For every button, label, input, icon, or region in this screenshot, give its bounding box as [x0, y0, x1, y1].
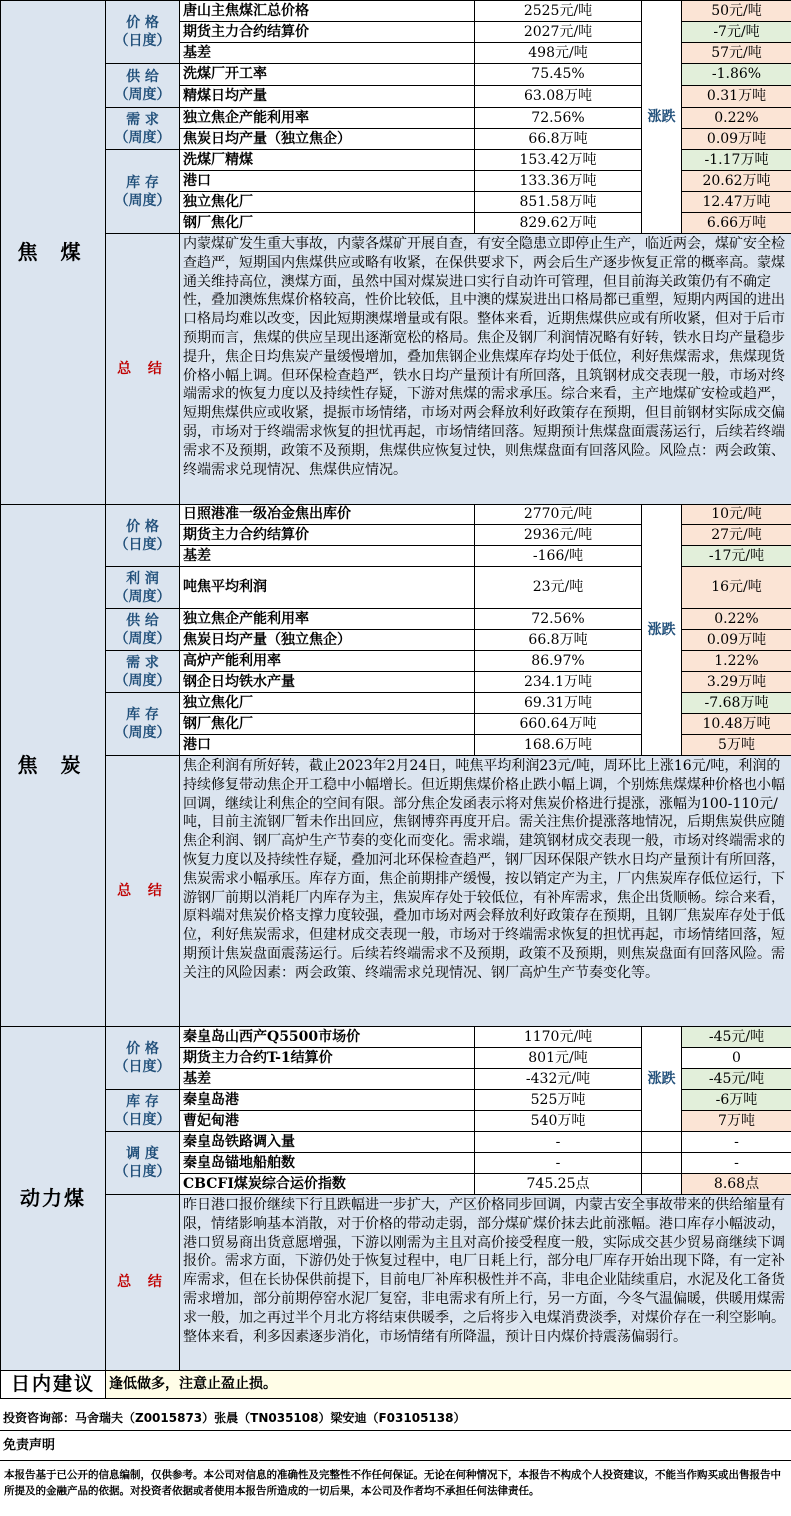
row-value: 23元/吨 — [475, 567, 642, 609]
row-label: 秦皇岛锚地船舶数 — [180, 1153, 475, 1174]
row-label: 独立焦化厂 — [180, 192, 475, 213]
row-change: 8.68点 — [682, 1174, 791, 1195]
row-value: 1170元/吨 — [475, 1027, 642, 1048]
row-value: 829.62万吨 — [475, 213, 642, 234]
group-price: 价 格 （日度） — [106, 1, 180, 64]
row-value: 660.64万吨 — [475, 714, 642, 735]
row-change: 0.22% — [682, 609, 791, 630]
row-label: CBCFI煤炭综合运价指数 — [180, 1174, 475, 1195]
group-stock: 库 存 （日度） — [106, 1090, 180, 1132]
row-change: 16元/吨 — [682, 567, 791, 609]
row-label: 秦皇岛铁路调入量 — [180, 1132, 475, 1153]
change-header: 涨跌 — [642, 1027, 682, 1132]
row-label: 基差 — [180, 43, 475, 64]
row-change: 0.22% — [682, 108, 791, 129]
row-change: 7万吨 — [682, 1111, 791, 1132]
row-label: 唐山主焦煤汇总价格 — [180, 1, 475, 22]
row-value: 69.31万吨 — [475, 693, 642, 714]
row-label: 期货主力合约结算价 — [180, 525, 475, 546]
section-coking-coal: 焦 煤 — [1, 1, 106, 505]
row-value: 2027元/吨 — [475, 22, 642, 43]
row-label: 基差 — [180, 1069, 475, 1090]
row-label: 期货主力合约T-1结算价 — [180, 1048, 475, 1069]
row-value: 66.8万吨 — [475, 630, 642, 651]
row-change: -7元/吨 — [682, 22, 791, 43]
group-stock: 库 存 （周度） — [106, 150, 180, 234]
row-value: - — [475, 1153, 642, 1174]
row-change: 12.47万吨 — [682, 192, 791, 213]
change-blank — [642, 1132, 682, 1153]
advice-label: 日内建议 — [1, 1371, 106, 1399]
row-label: 吨焦平均利润 — [180, 567, 475, 609]
row-change: 0.09万吨 — [682, 129, 791, 150]
row-label: 高炉产能利用率 — [180, 651, 475, 672]
row-value: 801元/吨 — [475, 1048, 642, 1069]
group-price: 价 格 （日度） — [106, 505, 180, 567]
row-label: 洗煤厂开工率 — [180, 64, 475, 86]
row-value: 75.45% — [475, 64, 642, 86]
row-label: 焦炭日均产量（独立焦企） — [180, 630, 475, 651]
group-dispatch: 调 度 （日度） — [106, 1132, 180, 1195]
row-value: 498元/吨 — [475, 43, 642, 64]
row-value: 133.36万吨 — [475, 171, 642, 192]
row-change: -6万吨 — [682, 1090, 791, 1111]
row-change: 27元/吨 — [682, 525, 791, 546]
row-value: 540万吨 — [475, 1111, 642, 1132]
section-coke: 焦 炭 — [1, 505, 106, 1027]
row-label: 钢厂焦化厂 — [180, 714, 475, 735]
row-change: 0 — [682, 1048, 791, 1069]
summary-label: 总 结 — [106, 234, 180, 505]
row-value: -432元/吨 — [475, 1069, 642, 1090]
row-value: 234.1万吨 — [475, 672, 642, 693]
row-label: 焦炭日均产量（独立焦企） — [180, 129, 475, 150]
summary-label: 总 结 — [106, 1195, 180, 1371]
row-change: - — [682, 1153, 791, 1174]
group-price: 价 格 （日度） — [106, 1027, 180, 1090]
row-label: 期货主力合约结算价 — [180, 22, 475, 43]
summary-text: 昨日港口报价继续下行且跌幅进一步扩大，产区价格同步回调，内蒙古安全事故带来的供给缩量有限，情绪影响基本消散，对于价格的带动走弱，部分煤矿煤价抹去此前涨幅。港口库存小幅波动，港口贸易商出货意愿增强，下游以刚需为主且对高价接受程度一般，实际成交甚少贸易商继续下调报价。需求方面，下游仍处于恢复过程中，电厂日耗上行，部分电厂库存开始出现下降，有一定补库需求，但在长协保供前提下，目前电厂补库积极性并不高，非电企业陆续重启，水泥及化工备货需求增加，部分前期停窑水泥厂复窑，非电需求有所上行，另一方面，今冬气温偏暖，供暖用煤需求一般，加之再过半个月北方将结束供暖季，之后将步入电煤消费淡季，对煤价存在一利空影响。整体来看，利多因素逐步消化，市场情绪有所降温，预计日内煤价持震荡偏弱行。 — [180, 1195, 791, 1371]
row-change: -45元/吨 — [682, 1027, 791, 1048]
row-change: 20.62万吨 — [682, 171, 791, 192]
row-value: 72.56% — [475, 108, 642, 129]
row-change: 57元/吨 — [682, 43, 791, 64]
row-change: - — [682, 1132, 791, 1153]
row-change: -45元/吨 — [682, 1069, 791, 1090]
summary-text: 焦企利润有所好转，截止2023年2月24日，吨焦平均利润23元/吨，周环比上涨16元/吨，利润的持续修复带动焦企开工稳中小幅增长。但近期焦煤价格止跌小幅上调，个别炼焦煤煤种价格也小幅回调，继续让利焦企的空间有限。部分焦企发函表示将对焦炭价格进行提涨，涨幅为100-110元/吨，目前主流钢厂暂未作出回应，焦钢博弈再度开启。需关注焦价提涨落地情况，后期焦炭供应随焦企利润、钢厂高炉生产节奏的变化而变化。需求端，建筑钢材成交表现一般，市场对终端需求的恢复力度以及持续性存疑，叠加河北环保检查趋严，钢厂因环保限产铁水日均产量预计有所回落，焦炭需求小幅承压。库存方面，焦企前期排产缓慢，按以销定产为主，厂内焦炭库存低位运行，下游钢厂前期以消耗厂内库存为主，焦炭库存处于较低位，有补库需求，焦企出货顺畅。综合来看，原料端对焦炭价格支撑力度较强，叠加市场对两会释放利好政策存在预期，且钢厂焦炭库存处于低位，利好焦炭需求，但建材成交表现一般，市场对于终端需求恢复的担忧再起，市场情绪回落，短期预计焦炭盘面震荡运行。后续若终端需求不及预期，政策不及预期，则焦炭盘面有回落风险。需关注的风险因素：两会政策、终端需求兑现情况、钢厂高炉生产节奏变化等。 — [180, 756, 791, 1027]
advisors-line: 投资咨询部：马舍瑞夫（Z0015873）张晨（TN035108）梁安迪（F03105138） — [0, 1406, 791, 1431]
change-blank — [642, 1174, 682, 1195]
group-demand: 需 求 （周度） — [106, 108, 180, 150]
row-value: 745.25点 — [475, 1174, 642, 1195]
row-label: 洗煤厂精煤 — [180, 150, 475, 171]
row-change: 5万吨 — [682, 735, 791, 756]
change-blank — [642, 1153, 682, 1174]
row-change: 10元/吨 — [682, 505, 791, 525]
row-label: 港口 — [180, 171, 475, 192]
row-change: 6.66万吨 — [682, 213, 791, 234]
change-header: 涨跌 — [642, 505, 682, 756]
row-label: 独立焦企产能利用率 — [180, 108, 475, 129]
row-change: 1.22% — [682, 651, 791, 672]
section-thermal-coal: 动力煤 — [1, 1027, 106, 1371]
disclaimer-title: 免责声明 — [0, 1431, 791, 1461]
summary-label: 总 结 — [106, 756, 180, 1027]
advice-text: 逢低做多，注意止盈止损。 — [106, 1371, 791, 1399]
row-label: 港口 — [180, 735, 475, 756]
row-change: -7.68万吨 — [682, 693, 791, 714]
row-change: 50元/吨 — [682, 1, 791, 22]
disclaimer-text: 本报告基于已公开的信息编制，仅供参考。本公司对信息的准确性及完整性不作任何保证。无论在何种情况下，本报告不构成个人投资建议，不能当作购买或出售报告中所提及的金融产品的依据。对投资者依据或者使用本报告所造成的一切后果，本公司及作者均不承担任何法律责任。 — [4, 1469, 781, 1497]
row-value: 66.8万吨 — [475, 129, 642, 150]
group-supply: 供 给 （周度） — [106, 64, 180, 108]
row-change: 0.09万吨 — [682, 630, 791, 651]
row-value: 2770元/吨 — [475, 505, 642, 525]
group-supply: 供 给 （周度） — [106, 609, 180, 651]
row-change: -1.17万吨 — [682, 150, 791, 171]
row-change: -1.86% — [682, 64, 791, 86]
group-demand: 需 求 （周度） — [106, 651, 180, 693]
row-value: 2936元/吨 — [475, 525, 642, 546]
row-value: -166/吨 — [475, 546, 642, 567]
row-change: 10.48万吨 — [682, 714, 791, 735]
row-label: 曹妃甸港 — [180, 1111, 475, 1132]
row-label: 独立焦企产能利用率 — [180, 609, 475, 630]
row-value: 63.08万吨 — [475, 86, 642, 108]
row-label: 基差 — [180, 546, 475, 567]
row-label: 秦皇岛山西产Q5500市场价 — [180, 1027, 475, 1048]
row-value: 72.56% — [475, 609, 642, 630]
row-value: - — [475, 1132, 642, 1153]
row-label: 精煤日均产量 — [180, 86, 475, 108]
change-header: 涨跌 — [642, 1, 682, 234]
row-label: 日照港准一级冶金焦出库价 — [180, 505, 475, 525]
group-profit: 利 润 （周度） — [106, 567, 180, 609]
row-change: 0.31万吨 — [682, 86, 791, 108]
row-label: 钢厂焦化厂 — [180, 213, 475, 234]
row-value: 525万吨 — [475, 1090, 642, 1111]
row-value: 168.6万吨 — [475, 735, 642, 756]
summary-text: 内蒙煤矿发生重大事故，内蒙各煤矿开展自查，有安全隐患立即停止生产，临近两会，煤矿安全检查趋严，短期国内焦煤供应或略有收紧，在保供要求下，两会后生产逐步恢复正常的概率高。蒙煤通关维持高位，澳煤方面，虽然中国对煤炭进口实行自动许可管理，但目前海关政策仍有不确定性，叠加澳炼焦煤价格较高，性价比较低，且中澳的煤炭进出口格局都已重塑，短期内两国的进出口格局均难以改变，因此短期澳煤增量或有限。整体来看，近期焦煤供应或有所收紧，但对于后市预期而言，焦煤的供应呈现出逐渐宽松的格局。焦企及钢厂利润情况略有好转，铁水日均产量稳步提升，焦企日均焦炭产量缓慢增加，叠加焦钢企业焦煤库存均处于低位，利好焦煤需求，焦煤现货价格小幅上调。但环保检查趋严，铁水日均产量预计有所回落，且筑钢材成交表现一般，市场对终端需求的恢复力度以及持续性存疑，下游对焦煤的需求承压。综合来看，主产地煤矿安检或趋严，短期焦煤供应或收紧，提振市场情绪，市场对两会释放利好政策存在预期，但目前钢材实际成交偏弱，市场对于终端需求恢复的担忧再起，市场情绪回落。短期预计焦煤盘面震荡运行，后续若终端需求不及预期，政策不及预期，焦煤供应恢复过快，则焦煤盘面有回落风险。风险点：两会政策、终端需求兑现情况、焦煤供应情况。 — [180, 234, 791, 505]
row-value: 851.58万吨 — [475, 192, 642, 213]
row-change: 3.29万吨 — [682, 672, 791, 693]
row-value: 86.97% — [475, 651, 642, 672]
row-change: -17元/吨 — [682, 546, 791, 567]
row-label: 钢企日均铁水产量 — [180, 672, 475, 693]
row-value: 2525元/吨 — [475, 1, 642, 22]
row-value: 153.42万吨 — [475, 150, 642, 171]
group-stock: 库 存 （周度） — [106, 693, 180, 756]
row-label: 独立焦化厂 — [180, 693, 475, 714]
row-label: 秦皇岛港 — [180, 1090, 475, 1111]
